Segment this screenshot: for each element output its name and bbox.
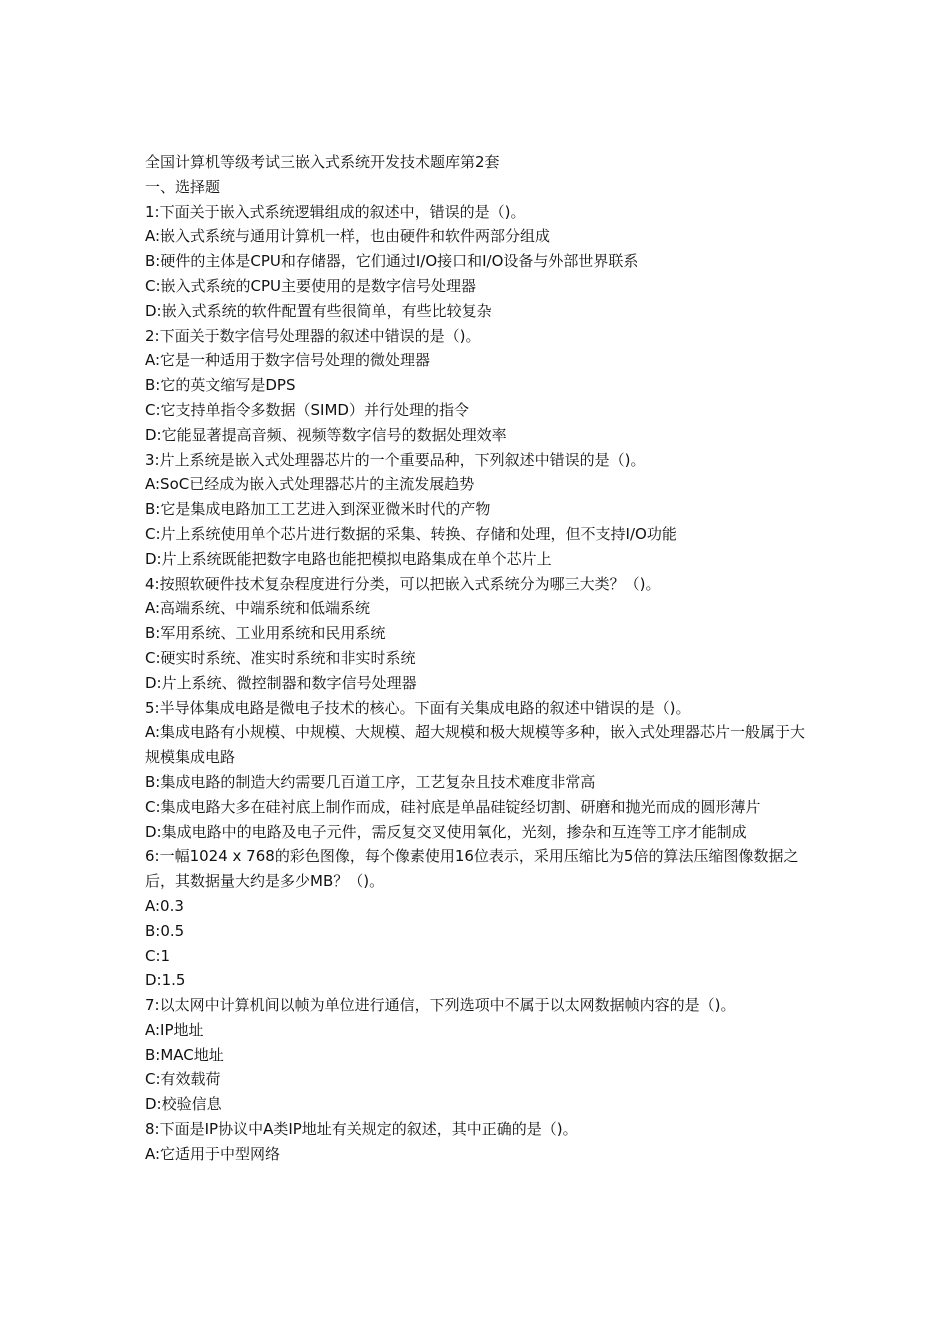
question-text: 5:半导体集成电路是微电子技术的核心。下面有关集成电路的叙述中错误的是（)。: [145, 698, 691, 717]
section-heading: 一、选择题: [145, 177, 221, 196]
answer-option: C:片上系统使用单个芯片进行数据的采集、转换、存储和处理，但不支持I/O功能: [145, 524, 677, 543]
question-text: 1:下面关于嵌入式系统逻辑组成的叙述中，错误的是（)。: [145, 202, 526, 221]
answer-option: D:它能显著提高音频、视频等数字信号的数据处理效率: [145, 425, 507, 444]
document-body: [145, 150, 820, 1167]
answer-option: D:集成电路中的电路及电子元件，需反复交叉使用氧化，光刻，掺杂和互连等工序才能制成: [145, 822, 747, 841]
answer-option: B:军用系统、工业用系统和民用系统: [145, 624, 386, 643]
answer-option: A:高端系统、中端系统和低端系统: [145, 599, 371, 618]
question-text: 2:下面关于数字信号处理器的叙述中错误的是（)。: [145, 326, 481, 345]
answer-option: B:它是集成电路加工工艺进入到深亚微米时代的产物: [145, 500, 491, 519]
answer-option: A:它是一种适用于数字信号处理的微处理器: [145, 351, 431, 370]
answer-option: C:有效载荷: [145, 1070, 221, 1089]
answer-option: B:集成电路的制造大约需要几百道工序，工艺复杂且技术难度非常高: [145, 772, 596, 791]
answer-option: C:硬实时系统、准实时系统和非实时系统: [145, 648, 416, 667]
answer-option: A:它适用于中型网络: [145, 1144, 281, 1163]
question-text: 6:一幅1024 x 768的彩色图像，每个像素使用16位表示，采用压缩比为5倍的算法压缩图像数据之后，其数据量大约是多少MB？（)。: [145, 847, 799, 891]
answer-option: C:1: [145, 946, 171, 965]
answer-option: C:嵌入式系统的CPU主要使用的是数字信号处理器: [145, 276, 477, 295]
answer-option: D:1.5: [145, 971, 186, 990]
answer-option: D:校验信息: [145, 1095, 222, 1114]
answer-option: B:0.5: [145, 921, 185, 940]
answer-option: A:嵌入式系统与通用计算机一样，也由硬件和软件两部分组成: [145, 227, 551, 246]
question-text: 7:以太网中计算机间以帧为单位进行通信，下列选项中不属于以太网数据帧内容的是（)。: [145, 996, 736, 1015]
answer-option: A:0.3: [145, 896, 184, 915]
answer-option: A:SoC已经成为嵌入式处理器芯片的主流发展趋势: [145, 475, 475, 494]
answer-option: D:嵌入式系统的软件配置有些很简单，有些比较复杂: [145, 301, 492, 320]
answer-option: A:IP地址: [145, 1020, 204, 1039]
question-text: 4:按照软硬件技术复杂程度进行分类，可以把嵌入式系统分为哪三大类？（)。: [145, 574, 661, 593]
document-title: 全国计算机等级考试三嵌入式系统开发技术题库第2套: [145, 153, 500, 171]
answer-option: B:它的英文缩写是DPS: [145, 376, 296, 395]
answer-option: A:集成电路有小规模、中规模、大规模、超大规模和极大规模等多种，嵌入式处理器芯片一般属于大规模集成电路: [145, 723, 806, 767]
answer-option: B:MAC地址: [145, 1045, 224, 1064]
answer-option: D:片上系统、微控制器和数字信号处理器: [145, 673, 417, 692]
answer-option: D:片上系统既能把数字电路也能把模拟电路集成在单个芯片上: [145, 549, 552, 568]
question-list: [145, 200, 820, 1167]
answer-option: C:集成电路大多在硅衬底上制作而成，硅衬底是单晶硅锭经切割、研磨和抛光而成的圆形薄片: [145, 797, 761, 816]
question-text: 3:片上系统是嵌入式处理器芯片的一个重要品种，下列叙述中错误的是（)。: [145, 450, 646, 469]
question-text: 8:下面是IP协议中A类IP地址有关规定的叙述，其中正确的是（)。: [145, 1120, 578, 1139]
answer-option: C:它支持单指令多数据（SIMD）并行处理的指令: [145, 400, 469, 419]
answer-option: B:硬件的主体是CPU和存储器，它们通过I/O接口和I/O设备与外部世界联系: [145, 252, 639, 271]
